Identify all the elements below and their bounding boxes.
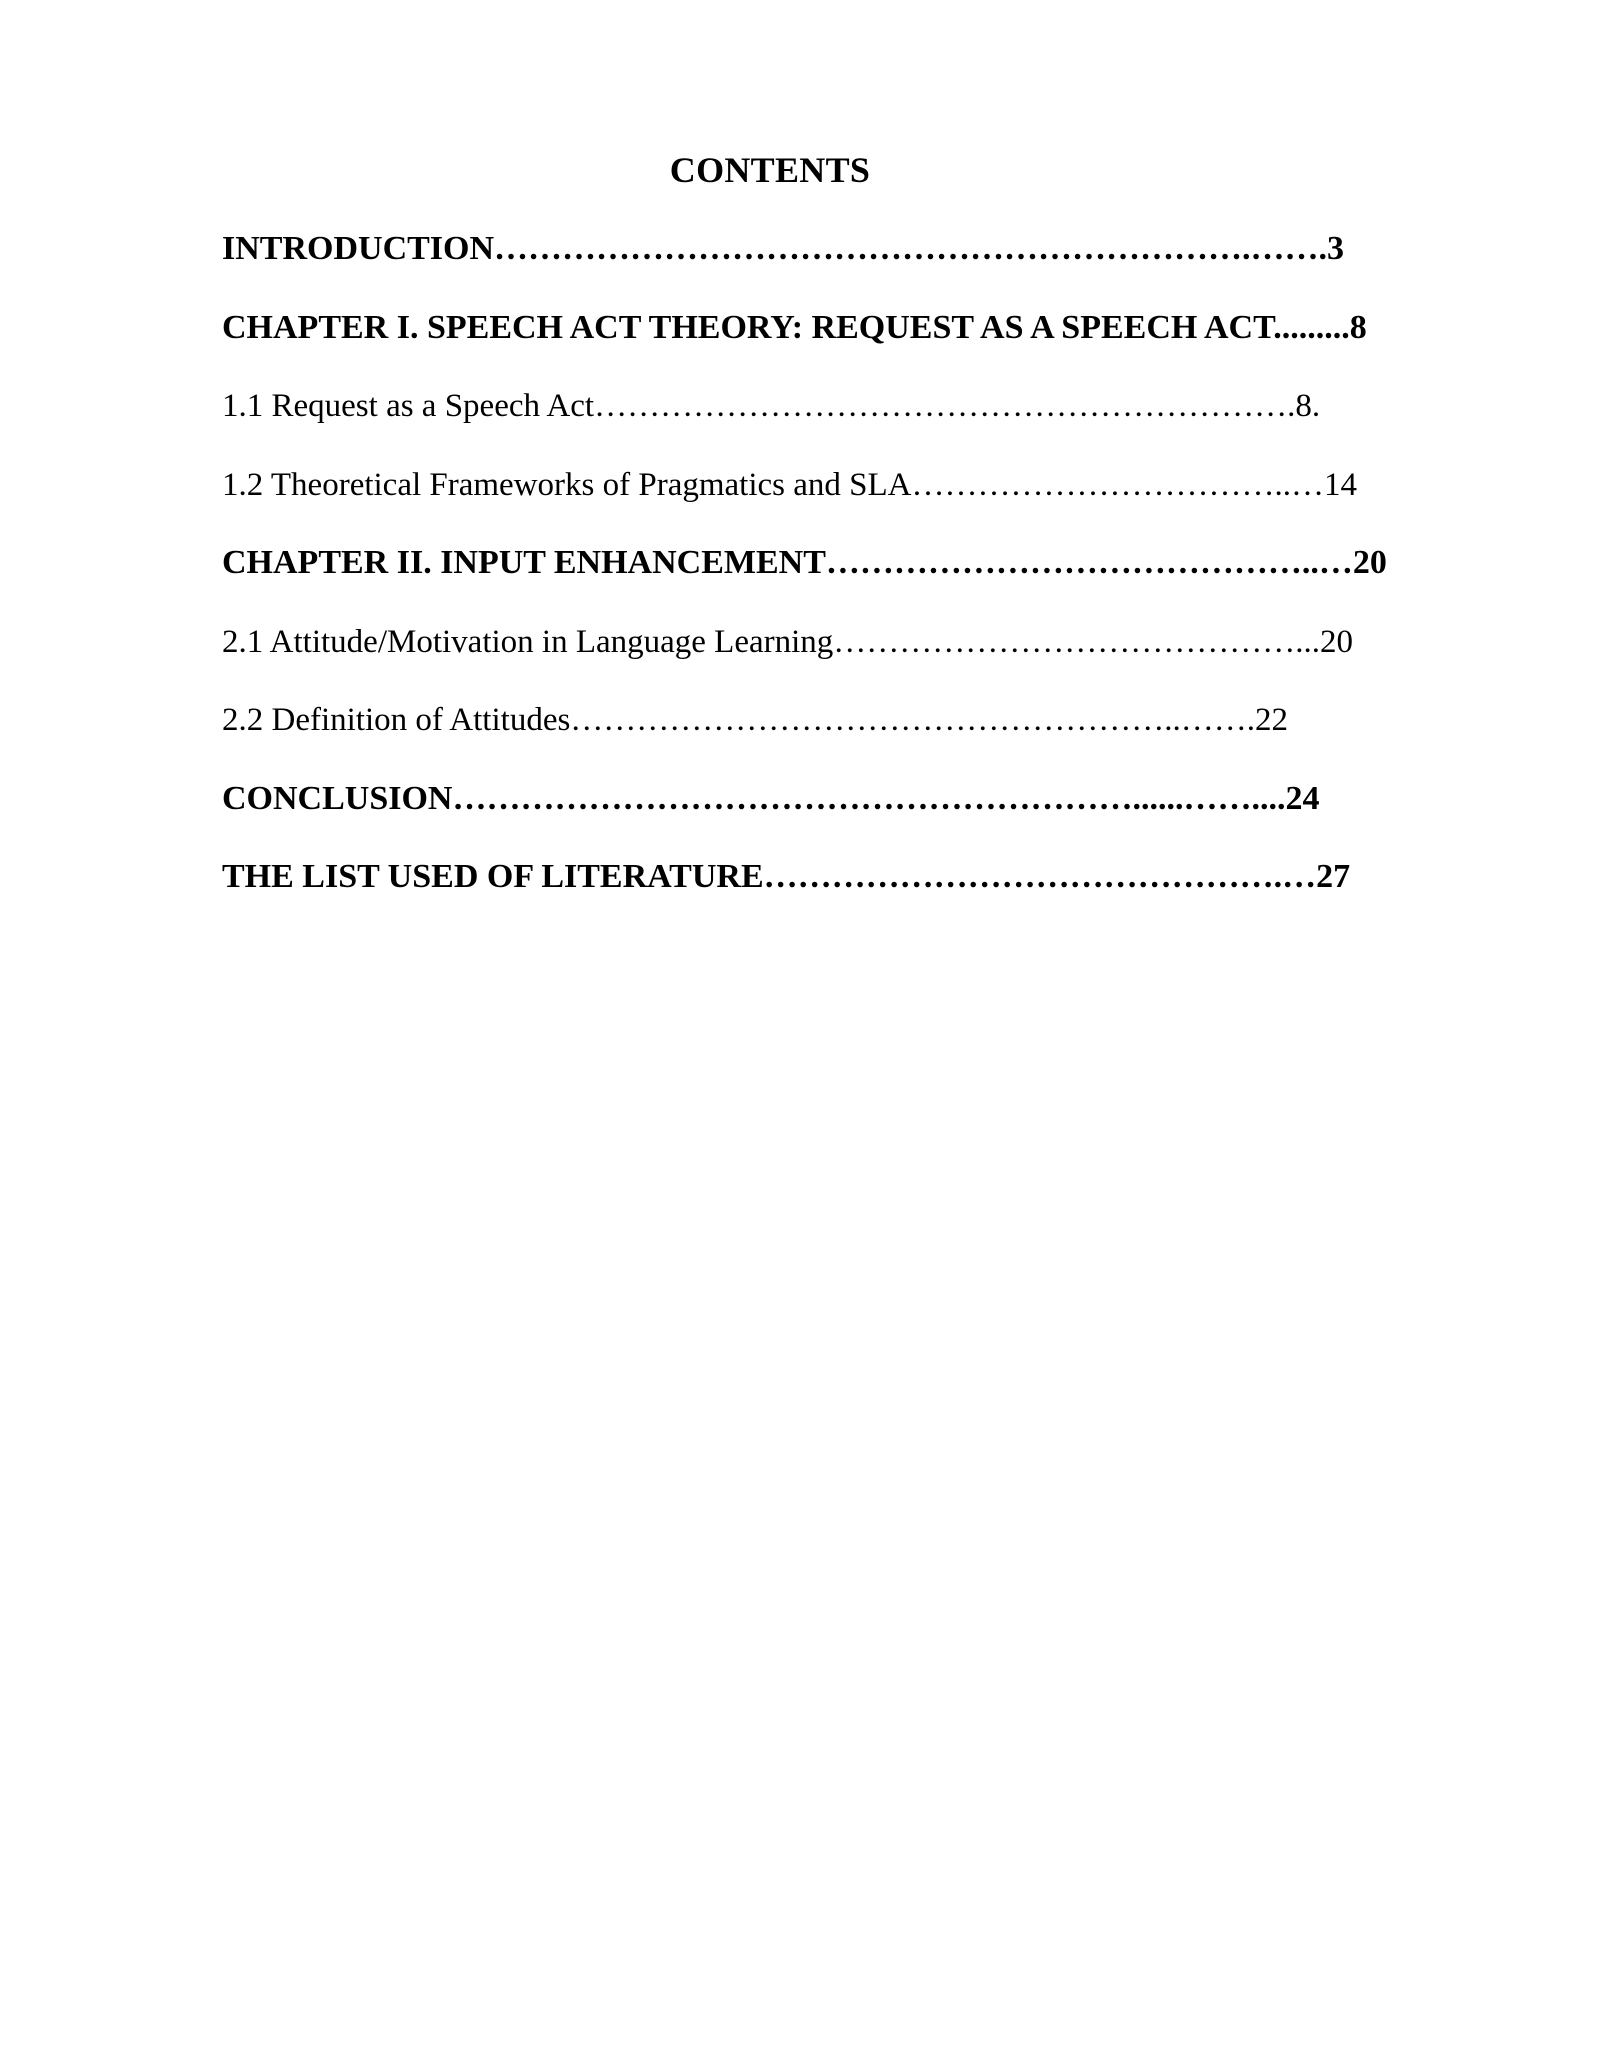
toc-entry-section-2-2 <box>222 695 1484 774</box>
toc-entry-introduction <box>222 224 1484 303</box>
toc-entry-conclusion <box>222 774 1484 853</box>
toc-entry-section-1-1 <box>222 381 1484 460</box>
toc-entry-chapter-2 <box>222 538 1484 617</box>
toc-entry-section-2-1 <box>222 617 1484 696</box>
toc-entry-text: 2.2 Definition of Attitudes………………………………………………..…….22 <box>222 702 1289 738</box>
toc-entry-text: INTRODUCTION………………………………………………………….…….3 <box>222 230 1345 267</box>
table-of-contents <box>222 224 1484 931</box>
contents-title: CONTENTS <box>669 150 871 190</box>
toc-entry-chapter-1 <box>222 303 1484 382</box>
toc-entry-text: CHAPTER II. INPUT ENHANCEMENT……………………………………..…20 <box>222 544 1387 581</box>
toc-entry-text: 1.2 Theoretical Frameworks of Pragmatics and SLA……………………………..…14 <box>222 466 1357 503</box>
toc-entry-text: THE LIST USED OF LITERATURE……………………………………….…27 <box>222 858 1351 895</box>
toc-entry-text: 1.1 Request as a Speech Act……………………………………………………….8. <box>222 388 1321 424</box>
toc-entry-section-1-2 <box>222 460 1484 539</box>
toc-entry-literature <box>222 852 1484 931</box>
toc-entry-text: CONCLUSION……………………………………………………......……....24 <box>222 779 1320 817</box>
toc-entry-text: CHAPTER I. SPEECH ACT THEORY: REQUEST AS A SPEECH ACT.........8 <box>222 308 1367 346</box>
toc-entry-text: 2.1 Attitude/Motivation in Language Learning……………………………………...20 <box>222 623 1354 660</box>
